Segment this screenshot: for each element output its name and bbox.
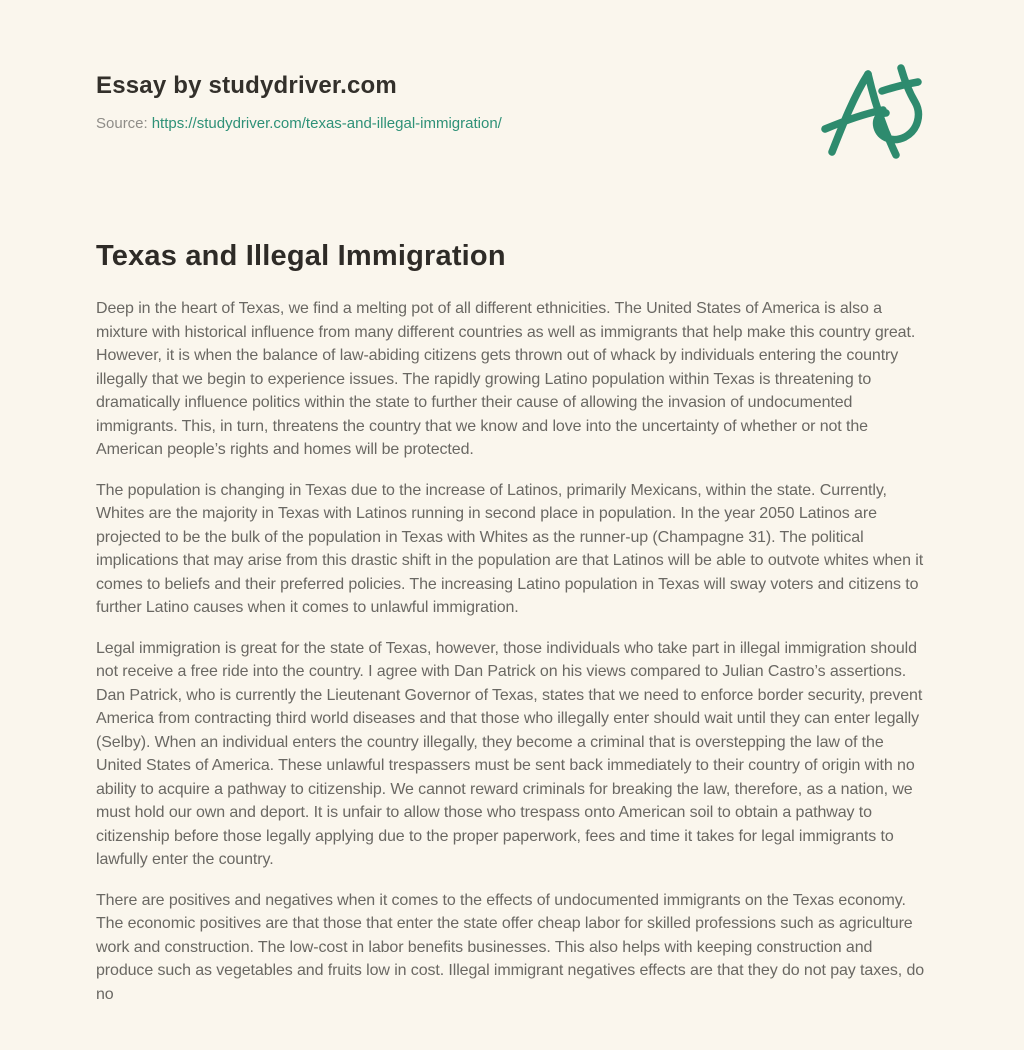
source-line [96, 115, 928, 132]
source-label: Source: [96, 115, 148, 132]
a-plus-logo-icon [816, 60, 934, 160]
essay-body [96, 297, 928, 1006]
essay-paragraph-2: The population is changing in Texas due to the increase of Latinos, primarily Mexicans, within the state. Currently, Whites are the majority in Texas with Latinos running in second place in population. In the year 2050 Latinos are projected to be the bulk of the population in Texas with Whites as the runner-up (Champagne 31). The political implications that may arise from this drastic shift in the population are that Latinos will be able to outvote whites when it comes to beliefs and their preferred policies. The increasing Latino population in Texas will sway voters and citizens to further Latino causes when it comes to unlawful immigration. [96, 481, 924, 616]
source-url-link[interactable]: https://studydriver.com/texas-and-illegal-immigration/ [151, 115, 502, 132]
essay-paragraph-1: Deep in the heart of Texas, we find a melting pot of all different ethnicities. The United States of America is also a mixture with historical influence from many different countries as well as immigrants that help make this country great. However, it is when the balance of law-abiding citizens gets thrown out of whack by individuals entering the country illegally that we begin to experience issues. The rapidly growing Latino population within Texas is threatening to dramatically influence politics within the state to further their cause of allowing the invasion of undocumented immigrants. This, in turn, threatens the country that we know and love into the uncertainty of whether or not the American people’s rights and homes will be protected. [96, 300, 916, 458]
byline: Essay by studydriver.com [96, 72, 397, 99]
essay-paragraph-3: Legal immigration is great for the state of Texas, however, those individuals who take part in illegal immigration should not receive a free ride into the country. I agree with Dan Patrick on his views compared to Julian Castro’s assertions. Dan Patrick, who is currently the Lieutenant Governor of Texas, states that we need to enforce border security, prevent America from contracting third world diseases and that those who illegally enter should wait until they can enter legally (Selby). When an individual enters the country illegally, they become a criminal that is overstepping the law of the United States of America. These unlawful trespassers must be sent back immediately to their country of origin with no ability to acquire a pathway to citizenship. We cannot reward criminals for breaking the law, therefore, as a nation, we must hold our own and deport. It is unfair to allow those who trespass onto American soil to obtain a pathway to citizenship before those legally applying due to the proper paperwork, fees and time it takes for legal immigrants to lawfully enter the country. [96, 639, 923, 868]
essay-paragraph-4: There are positives and negatives when it comes to the effects of undocumented immigrants on the Texas economy. The economic positives are that those that enter the state offer cheap labor for skilled professions such as agriculture work and construction. The low-cost in labor benefits businesses. This also helps with keeping construction and produce such as vegetables and fruits low in cost. Illegal immigrant negatives effects are that they do not pay taxes, do no [96, 891, 925, 1003]
essay-page [96, 0, 928, 1006]
essay-title: Texas and Illegal Immigration [96, 240, 506, 272]
